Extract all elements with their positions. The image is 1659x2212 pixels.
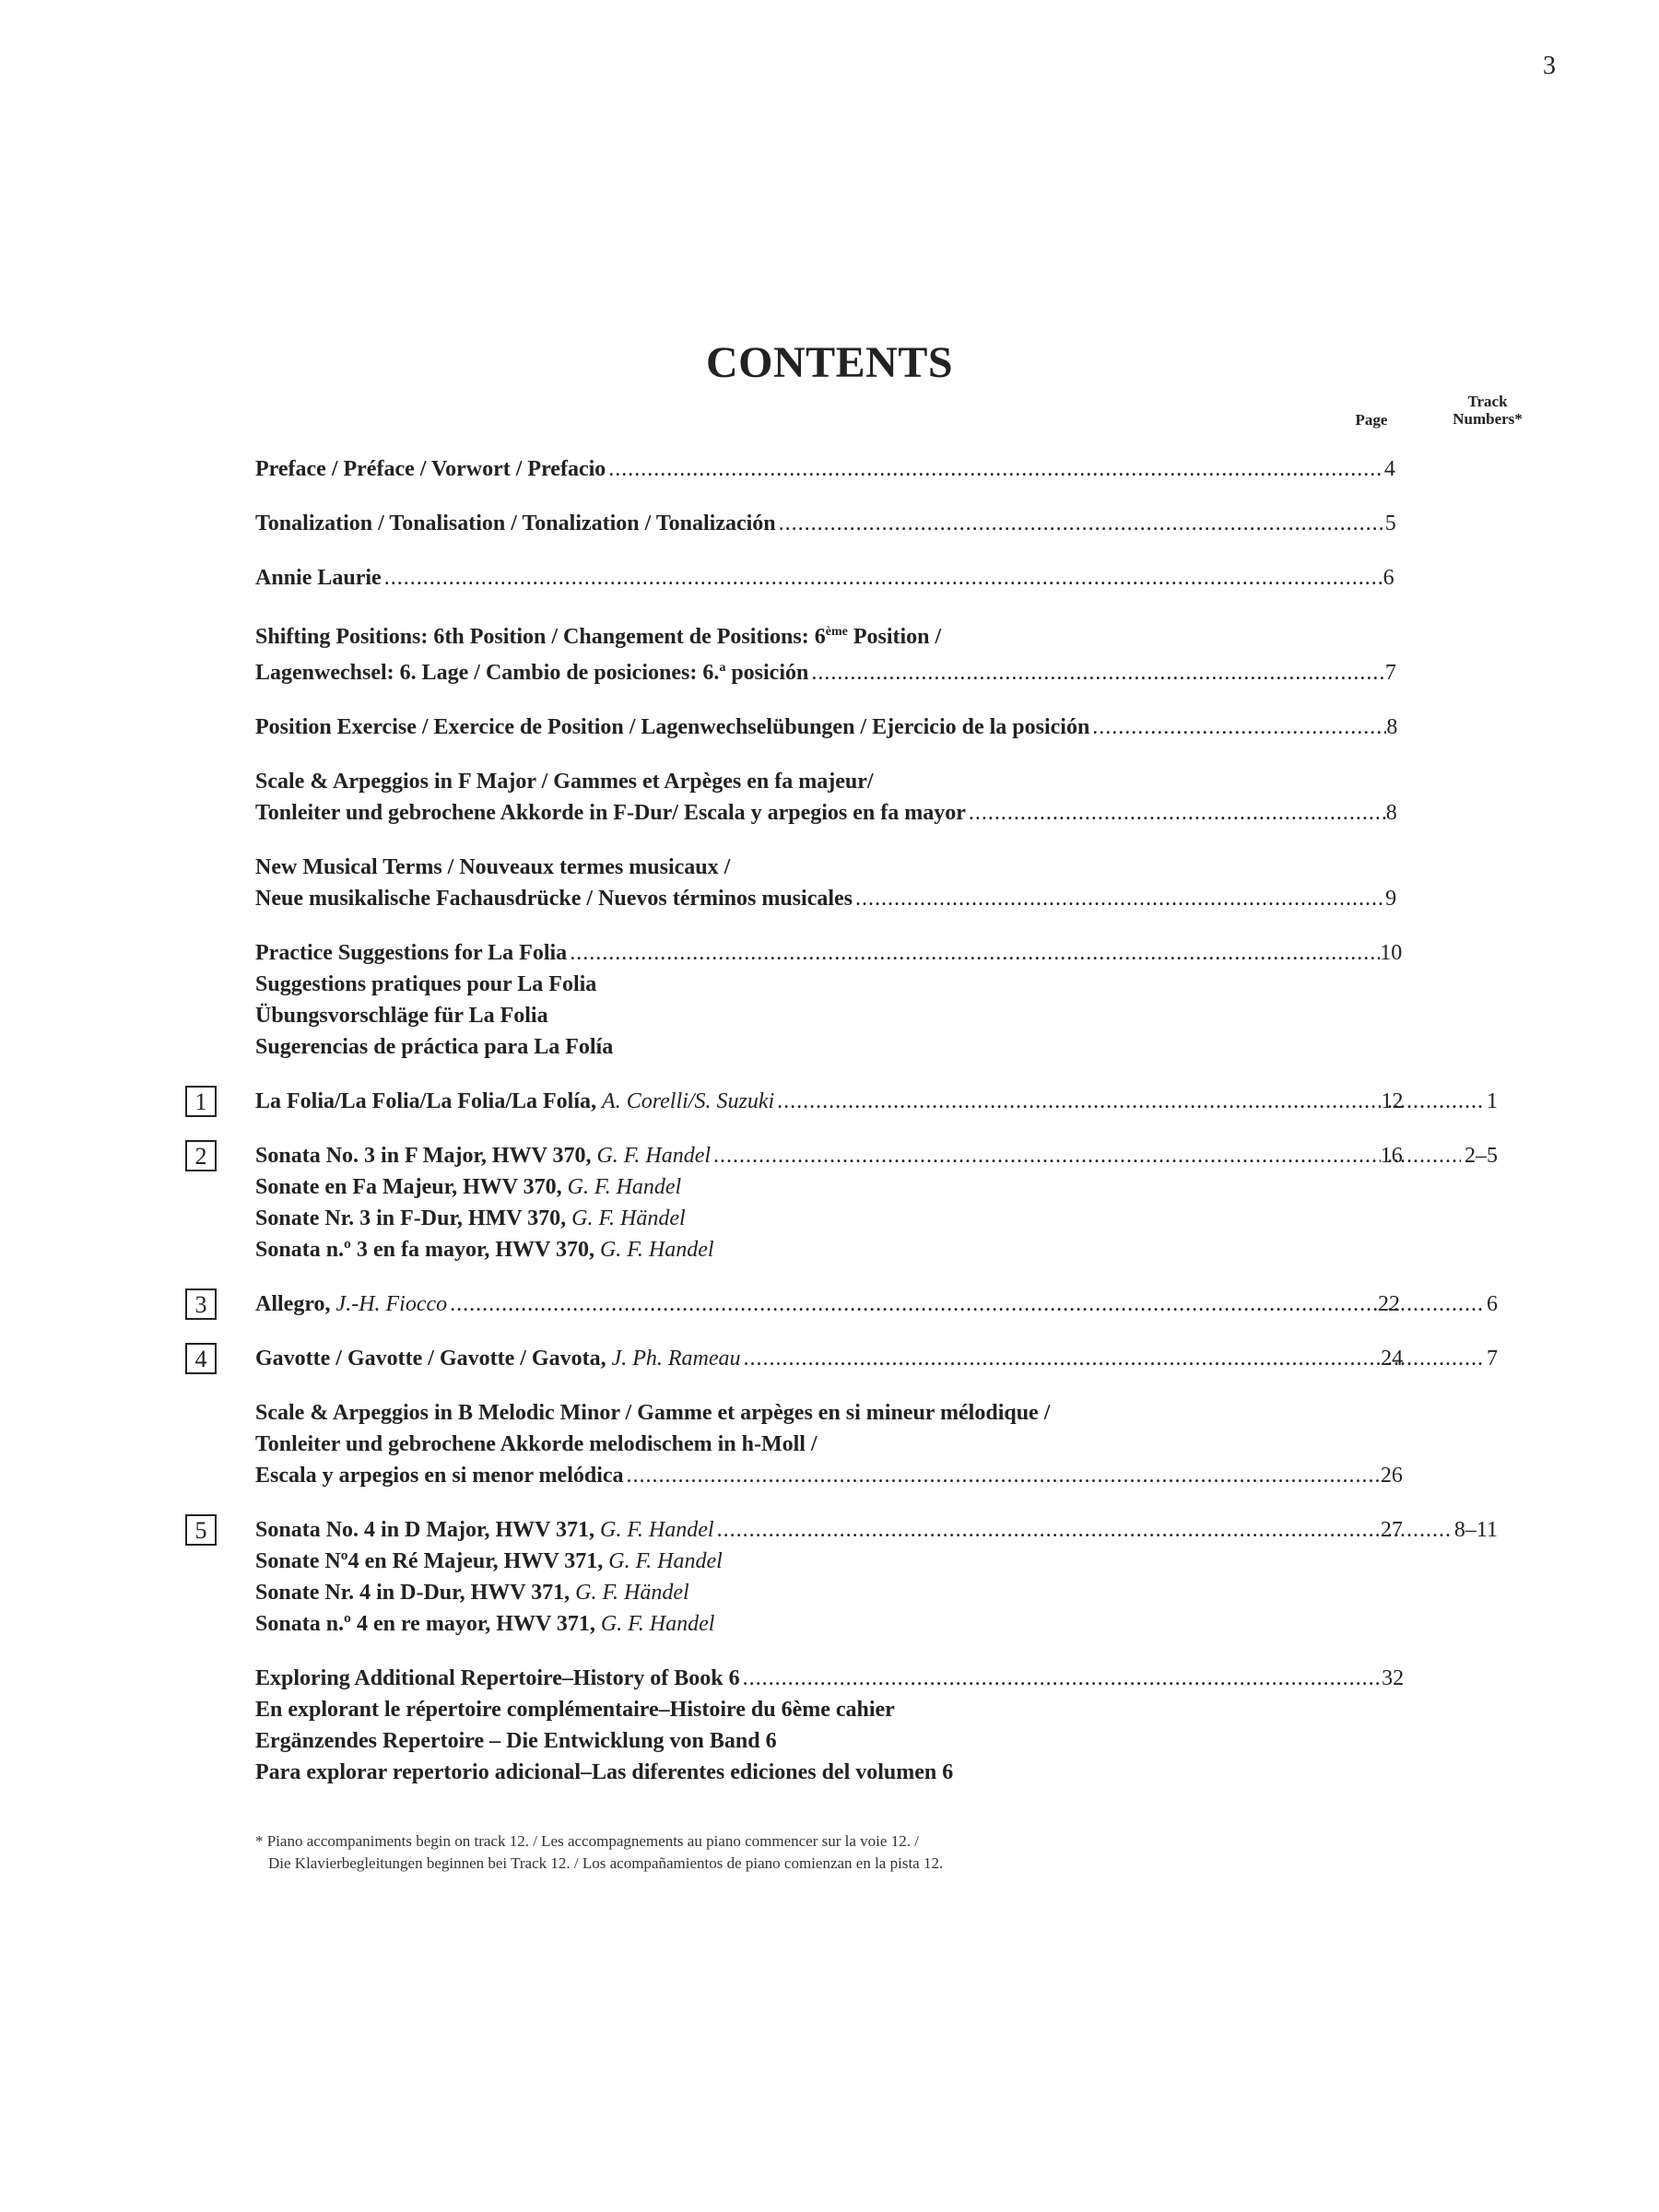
entry-text: posición	[725, 661, 809, 685]
entry-subtitle	[255, 1608, 1500, 1640]
composer: A. Corelli/S. Suzuki	[602, 1089, 775, 1113]
superscript: a	[719, 661, 726, 675]
composer: J. Ph. Rameau	[611, 1347, 741, 1371]
entry-title	[255, 1288, 447, 1320]
dot-leader	[779, 508, 1385, 539]
composer: G. F. Handel	[600, 1518, 714, 1542]
entry-page: 8	[1386, 715, 1398, 739]
toc-entry-preface[interactable]	[255, 453, 1500, 485]
track-number: 8–11	[1453, 1518, 1498, 1542]
entry-text: Shifting Positions: 6th Position / Changement de Positions: 6	[255, 625, 826, 649]
track-number: 1	[1487, 1089, 1498, 1113]
entry-title-line: Exploring Additional Repertoire–History of Book 6	[255, 1666, 740, 1690]
toc-entry-shifting-positions[interactable]	[255, 617, 1500, 688]
entry-title: Position Exercise / Exercice de Position / Lagenwechselübungen / Ejercicio de la posición	[255, 715, 1090, 739]
dot-leader	[744, 1343, 1382, 1374]
entry-subtitle	[255, 1577, 1500, 1608]
composer: J.-H. Fiocco	[335, 1292, 448, 1316]
entry-title-line	[255, 617, 1500, 653]
track-badge: 4	[185, 1343, 217, 1374]
dot-leader	[570, 937, 1380, 969]
toc-entry-scale-f-major[interactable]	[255, 766, 1500, 829]
entry-page: 22	[1377, 1292, 1400, 1316]
entry-page: 4	[1383, 457, 1395, 481]
dot-leader	[1092, 712, 1398, 743]
dot-leader	[1387, 1140, 1461, 1171]
entry-page: 27	[1380, 1518, 1403, 1542]
entry-text: Allegro,	[255, 1292, 331, 1316]
entry-track	[1387, 1086, 1498, 1117]
entry-text: Sonata n.º 4 en re mayor, HWV 371,	[255, 1612, 595, 1636]
toc-entry-gavotte[interactable]	[194, 1343, 1500, 1374]
dot-leader	[713, 1140, 1381, 1171]
dot-leader	[855, 883, 1385, 914]
entry-title-line: Scale & Arpeggios in B Melodic Minor / Gamme et arpèges en si mineur mélodique /	[255, 1401, 1051, 1425]
entry-title-line: En explorant le répertoire complémentaire–Histoire du 6ème cahier	[255, 1698, 895, 1722]
dot-leader	[969, 797, 1397, 829]
track-number: 6	[1487, 1292, 1498, 1316]
entry-title-line: Neue musikalische Fachausdrücke / Nuevos términos musicales	[255, 887, 853, 911]
toc-entry-la-folia[interactable]	[194, 1086, 1500, 1117]
entry-track	[1387, 1140, 1498, 1171]
entry-page: 26	[1380, 1464, 1403, 1488]
entry-title-line: Suggestions pratiques pour La Folia	[255, 972, 597, 996]
dot-leader	[627, 1460, 1381, 1491]
composer: G. F. Handel	[596, 1144, 712, 1168]
dot-leader	[777, 1086, 1381, 1117]
toc-entry-scale-b-melodic-minor[interactable]	[255, 1397, 1500, 1491]
entry-track	[1387, 1343, 1498, 1374]
entry-text: Sonate Nº4 en Ré Majeur, HWV 371,	[255, 1549, 604, 1573]
track-header-line2: Numbers*	[1453, 410, 1523, 428]
dot-leader	[1387, 1288, 1483, 1320]
entry-text: La Folia/La Folia/La Folia/La Folía,	[255, 1089, 597, 1113]
entry-subtitle	[255, 1203, 1500, 1234]
track-badge: 1	[185, 1086, 217, 1117]
entry-page: 32	[1382, 1666, 1405, 1690]
entry-text: Sonate Nr. 3 in F-Dur, HMV 370,	[255, 1206, 567, 1230]
entry-title-line: Scale & Arpeggios in F Major / Gammes et Arpèges en fa majeur/	[255, 770, 874, 794]
superscript: ème	[825, 625, 848, 639]
entry-title-line: Übungsvorschläge für La Folia	[255, 1004, 548, 1028]
entry-text: Sonata n.º 3 en fa mayor, HWV 370,	[255, 1238, 594, 1262]
entry-text: Gavotte / Gavotte / Gavotte / Gavota,	[255, 1347, 606, 1371]
page-title: CONTENTS	[705, 338, 954, 387]
entry-track	[1387, 1514, 1498, 1546]
dot-leader	[811, 657, 1385, 688]
entry-page: 10	[1380, 941, 1403, 965]
entry-title	[255, 1140, 711, 1171]
entry-title-line: Tonleiter und gebrochene Akkorde in F-Dur/ Escala y arpegios en fa mayor	[255, 801, 966, 825]
entry-subtitle	[255, 1171, 1500, 1203]
toc-entry-new-musical-terms[interactable]	[255, 852, 1500, 914]
entry-page: 9	[1385, 887, 1397, 911]
toc-entry-practice-suggestions[interactable]	[255, 937, 1500, 1063]
entry-page: 12	[1381, 1089, 1404, 1113]
entry-text: Sonate en Fa Majeur, HWV 370,	[255, 1175, 562, 1199]
entry-text: Lagenwechsel: 6. Lage / Cambio de posiciones: 6.	[255, 661, 720, 685]
toc-entry-position-exercise[interactable]	[255, 712, 1500, 743]
table-of-contents	[194, 453, 1500, 1811]
entry-track	[1387, 1288, 1498, 1320]
track-badge: 3	[185, 1288, 217, 1320]
entry-title-line: Sugerencias de práctica para La Folía	[255, 1035, 614, 1059]
dot-leader	[743, 1663, 1382, 1694]
entry-text: Sonata No. 4 in D Major, HWV 371,	[255, 1518, 595, 1542]
footnote	[255, 1830, 1453, 1875]
entry-subtitle	[255, 1234, 1500, 1265]
entry-title-line: New Musical Terms / Nouveaux termes musicaux /	[255, 855, 731, 879]
toc-entry-annie-laurie[interactable]	[255, 562, 1500, 594]
toc-entry-allegro[interactable]	[194, 1288, 1500, 1320]
entry-title-line: Practice Suggestions for La Folia	[255, 941, 568, 965]
toc-entry-sonata-no-4[interactable]	[194, 1514, 1500, 1640]
footnote-line: Die Klavierbegleitungen beginnen bei Track 12. / Los acompañamientos de piano comienzan en la pista 12.	[268, 1854, 944, 1872]
entry-title-line	[255, 653, 808, 688]
entry-text: Position /	[847, 625, 942, 649]
footnote-line: * Piano accompaniments begin on track 12. / Les accompagnements au piano commencer sur la voie 12. /	[255, 1832, 919, 1850]
dot-leader	[608, 453, 1384, 485]
page-column-header: Page	[1355, 411, 1388, 429]
dot-leader	[450, 1288, 1378, 1320]
entry-title	[255, 1343, 741, 1374]
toc-entry-additional-repertoire[interactable]	[255, 1663, 1500, 1788]
dot-leader	[717, 1514, 1381, 1546]
entry-page: 16	[1380, 1144, 1403, 1168]
entry-subtitle	[255, 1546, 1500, 1577]
entry-title	[255, 1086, 774, 1117]
toc-entry-tonalization[interactable]	[255, 508, 1500, 539]
dot-leader	[384, 562, 1383, 594]
track-header-line1: Track	[1467, 393, 1508, 410]
entry-page: 5	[1384, 512, 1396, 535]
dot-leader	[1387, 1514, 1451, 1546]
toc-entry-sonata-no-3[interactable]	[194, 1140, 1500, 1265]
entry-title-line: Para explorar repertorio adicional–Las diferentes ediciones del volumen 6	[255, 1760, 954, 1784]
entry-text: Sonata No. 3 in F Major, HWV 370,	[255, 1144, 592, 1168]
entry-title-line: Escala y arpegios en si menor melódica	[255, 1464, 624, 1488]
dot-leader	[1387, 1086, 1483, 1117]
entry-page: 8	[1385, 801, 1397, 825]
entry-page: 6	[1382, 566, 1394, 590]
composer: G. F. Handel	[599, 1238, 714, 1262]
dot-leader	[1387, 1343, 1483, 1374]
entry-page: 7	[1384, 661, 1396, 685]
composer: G. F. Händel	[575, 1581, 689, 1605]
entry-text: Sonate Nr. 4 in D-Dur, HWV 371,	[255, 1581, 571, 1605]
entry-title-line: Ergänzendes Repertoire – Die Entwicklung von Band 6	[255, 1729, 777, 1753]
entry-title	[255, 1514, 714, 1546]
composer: G. F. Handel	[608, 1549, 723, 1573]
composer: G. F. Händel	[571, 1206, 686, 1230]
composer: G. F. Handel	[567, 1175, 682, 1199]
track-column-header	[1432, 393, 1543, 428]
track-number: 7	[1487, 1347, 1498, 1371]
entry-page: 24	[1381, 1347, 1404, 1371]
entry-title: Preface / Préface / Vorwort / Prefacio	[255, 457, 606, 481]
entry-title: Tonalization / Tonalisation / Tonalization / Tonalización	[255, 512, 776, 535]
composer: G. F. Handel	[600, 1612, 715, 1636]
track-badge: 2	[185, 1140, 217, 1171]
entry-title-line: Tonleiter und gebrochene Akkorde melodischem in h-Moll /	[255, 1432, 818, 1456]
page-number: 3	[1543, 52, 1556, 80]
entry-title: Annie Laurie	[255, 566, 382, 590]
track-badge: 5	[185, 1514, 217, 1546]
track-number: 2–5	[1465, 1144, 1498, 1168]
